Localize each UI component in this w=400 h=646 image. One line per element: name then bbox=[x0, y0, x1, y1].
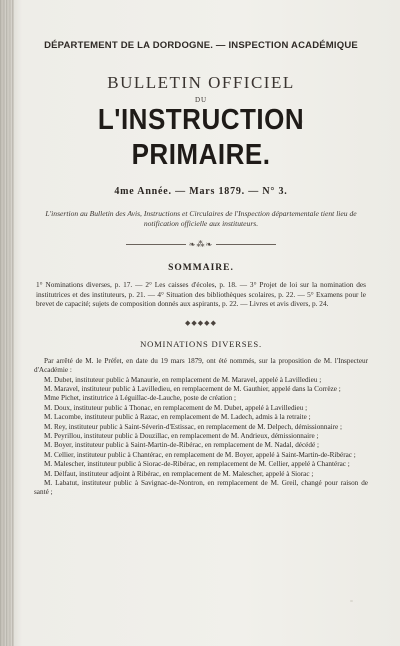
nomination-paragraph: M. Delfaut, instituteur adjoint à Ribérac, en remplacement de M. Malescher, appelé à Siorac ; bbox=[44, 469, 314, 478]
header-line bbox=[34, 40, 368, 51]
document-content bbox=[34, 40, 368, 498]
nominations-heading: NOMINATIONS DIVERSES. bbox=[140, 338, 262, 349]
nominations-list bbox=[34, 357, 368, 498]
main-title: L'INSTRUCTION PRIMAIRE. bbox=[97, 102, 305, 171]
divider-rule bbox=[216, 244, 276, 245]
sommaire-heading: SOMMAIRE. bbox=[168, 263, 234, 273]
nomination-paragraph: M. Cellier, instituteur public à Chantérac, en remplacement de M. Boyer, appelé à Saint-Martin-de-Ribérac ; bbox=[44, 450, 356, 459]
notification-notice: L'insertion au Bulletin des Avis, Instructions et Circulaires de l'Inspection départementale tient lieu de notification officielle aux instituteurs. bbox=[45, 209, 357, 228]
section-divider-ornament: ◆◆◆◆◆ bbox=[185, 318, 217, 327]
header-separator: — bbox=[215, 40, 226, 51]
nomination-paragraph: M. Boyer, instituteur public à Saint-Martin-de-Ribérac, en remplacement de M. Nadal, décédé ; bbox=[44, 441, 319, 450]
issue-line: 4me Année. — Mars 1879. — N° 3. bbox=[114, 186, 288, 197]
divider-ornament: ❧⁂❧ bbox=[188, 239, 214, 249]
paper-speck bbox=[350, 600, 353, 602]
page-binding-edge bbox=[0, 0, 14, 646]
nomination-paragraph: Mme Pichet, institutrice à Léguillac-de-Lauche, poste de création ; bbox=[44, 394, 236, 403]
department-name: DÉPARTEMENT DE LA DORDOGNE. bbox=[44, 40, 214, 51]
nomination-paragraph: M. Peyrillou, instituteur public à Douzillac, en remplacement de M. Andrieux, démissionnaire ; bbox=[44, 432, 319, 441]
nomination-paragraph: M. Doux, instituteur public à Thonac, en remplacement de M. Dubet, appelé à Lavilledieu ; bbox=[44, 403, 308, 412]
nomination-paragraph: M. Dubet, instituteur public à Manaurie, en remplacement de M. Maravel, appelé à Lavilledieu ; bbox=[44, 375, 322, 384]
nomination-paragraph: M. Lacombe, instituteur public à Razac, en remplacement de M. Ladech, admis à la retraite ; bbox=[44, 413, 311, 422]
ornamental-divider bbox=[126, 239, 276, 249]
nomination-paragraph: M. Malescher, instituteur public à Siorac-de-Ribérac, en remplacement de M. Cellier, appelé à Chantérac ; bbox=[44, 460, 350, 469]
nomination-paragraph: M. Rey, instituteur public à Saint-Séverin-d'Estissac, en remplacement de M. Delpech, démissionnaire ; bbox=[44, 422, 343, 431]
nomination-paragraph: M. Maravel, instituteur public à Lavilledieu, en remplacement de M. Gauthier, appelé dans la Corrèze ; bbox=[44, 385, 341, 393]
bulletin-title: BULLETIN OFFICIEL bbox=[107, 73, 295, 92]
nomination-paragraph: Par arrêté de M. le Préfet, en date du 19 mars 1879, ont été nommés, sur la proposition de M. l'Inspecteur d'Académie : bbox=[34, 356, 368, 375]
sommaire-body: 1° Nominations diverses, p. 17. — 2° Les caisses d'écoles, p. 18. — 3° Projet de loi sur la nomination des institutrices et des instituteurs, p. 21. — 4° Situation des bibliothèques scolaires, p. 22. — 5° Examens pour le brevet de capacité; sujets de composition donnés aux aspirants, p. 22. — Livres et avis divers, p. 24. bbox=[36, 280, 366, 309]
title-connector: DU bbox=[194, 96, 208, 104]
nomination-paragraph: M. Labatut, instituteur public à Savignac-de-Nontron, en remplacement de M. Greil, changé pour raison de santé ; bbox=[34, 479, 368, 497]
divider-rule bbox=[126, 244, 186, 245]
section-divider bbox=[166, 319, 236, 327]
inspection-name: INSPECTION ACADÉMIQUE bbox=[228, 40, 358, 51]
